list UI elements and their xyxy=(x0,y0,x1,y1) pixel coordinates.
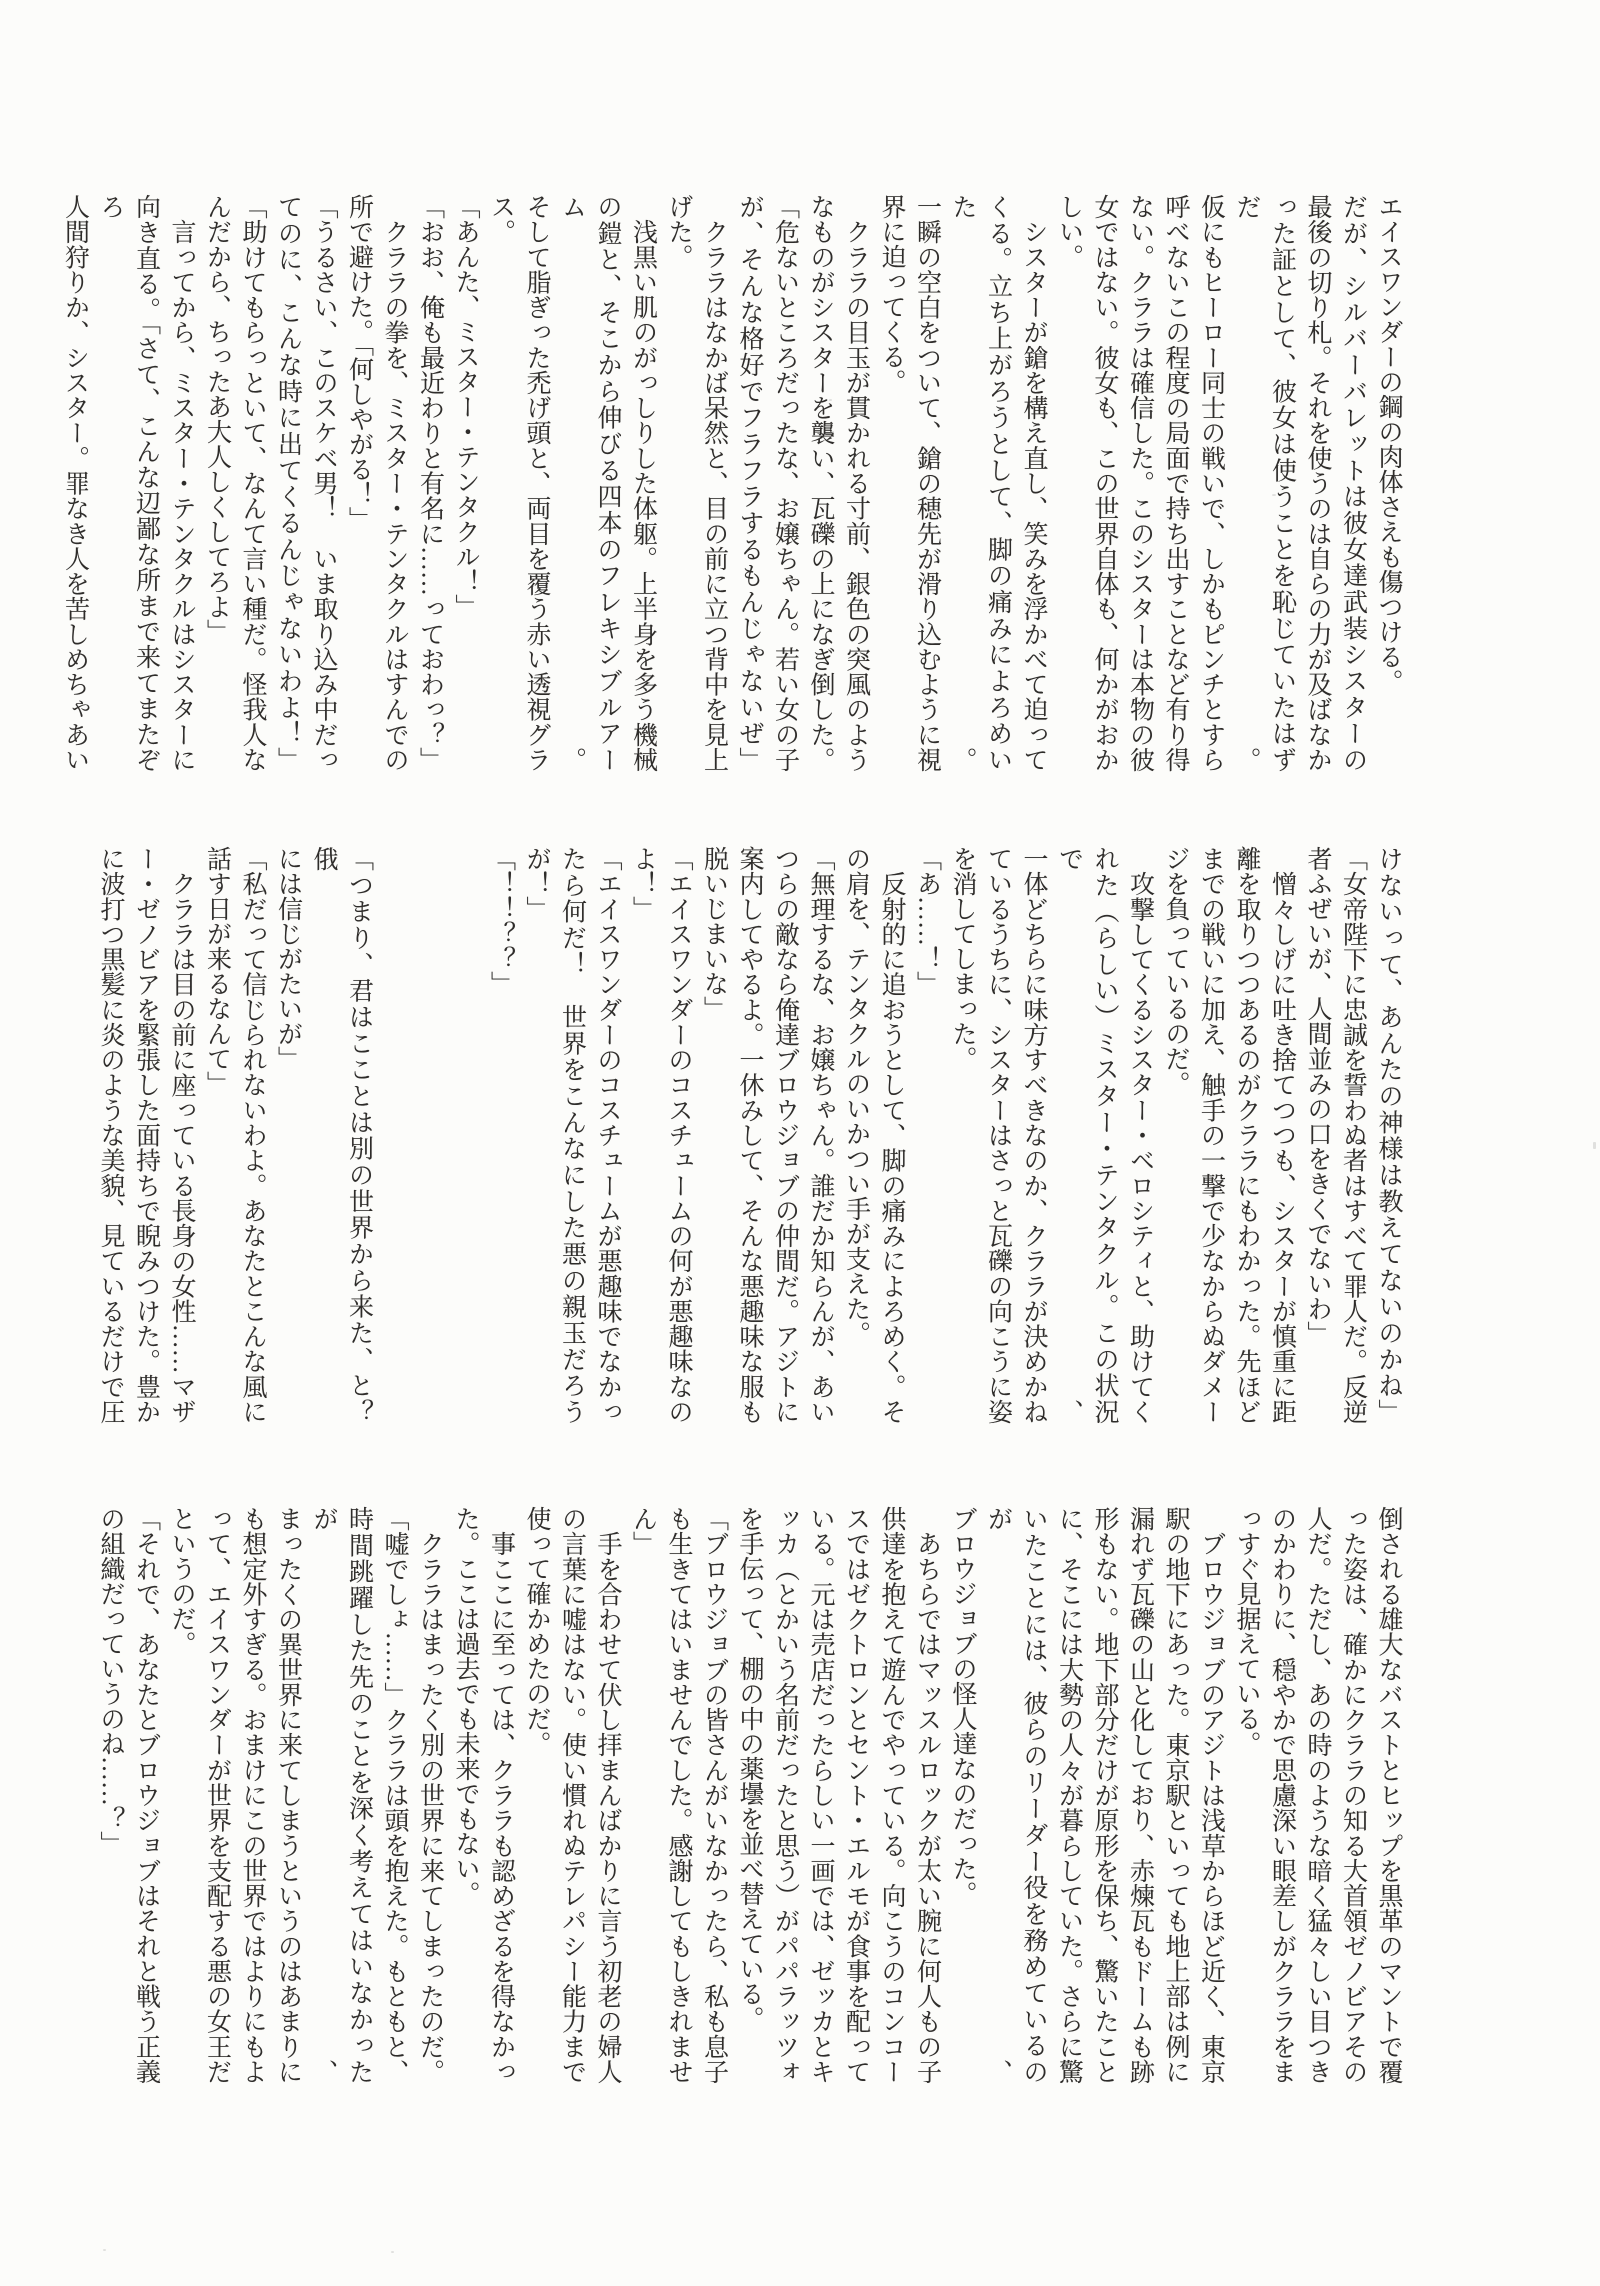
text-column: の肩を、テンタクルのいかつい手が支えた。 xyxy=(842,846,870,1346)
text-column: つらの敵なら俺達ブロウジョブの仲間だ。アジトに xyxy=(771,846,799,1424)
text-column: 離を取りつつあるのがクララにもわかった。先ほど xyxy=(1233,846,1260,1424)
text-column: そして脂ぎった禿げ頭と、両目を覆う赤い透視グラ xyxy=(523,194,550,772)
text-column: 仮にもヒーロー同士の戦いで、しかもピンチとすら xyxy=(1197,194,1225,772)
text-column: 反射的に追おうとして、脚の痛みによろめく。そ xyxy=(878,846,905,1424)
text-column: 界に迫ってくる。 xyxy=(878,194,905,394)
text-column: ー・ゼノビアを緊張した面持ちで睨みつけた。豊か xyxy=(132,846,160,1424)
text-column: いたことには、彼らのリーダー役を務めているのが、 xyxy=(984,1506,1047,2084)
text-column: なものがシスターを襲い、瓦礫の上になぎ倒した。 xyxy=(807,194,834,772)
text-column: 呼べないこの程度の局面で持ち出すことなど有り得 xyxy=(1162,194,1189,772)
text-column: 所で避けた。「何しやがる！」 xyxy=(345,194,373,532)
text-column: 手を合わせて伏し拝まんばかりに言う初老の婦人 xyxy=(594,1506,621,2084)
text-column: 浅黒い肌のがっしりした体躯。上半身を多う機械 xyxy=(629,194,657,772)
text-column: ジを負っているのだ。 xyxy=(1162,846,1189,1096)
text-column: には信じがたいが」 xyxy=(274,846,302,1071)
scan-speck xyxy=(391,2251,394,2253)
text-column: 「あんた、ミスター・テンタクル！」 xyxy=(452,194,479,619)
text-column: あちらではマッスルロックが太い腕に何人もの子 xyxy=(913,1506,941,2084)
text-column: 「！！？？」 xyxy=(487,846,515,996)
text-column: 「ブロウジョブの皆さんがいなかったら、私も息子 xyxy=(700,1506,728,2084)
text-column: ス。 xyxy=(487,194,515,244)
text-column: くる。立ち上がろうとして、脚の痛みによろめいた。 xyxy=(949,194,1012,772)
text-column: 駅の地下にあった。東京駅といっても地上部は例に xyxy=(1162,1506,1189,2084)
text-column: っすぐ見据えている。 xyxy=(1233,1506,1260,1756)
text-block-top xyxy=(57,194,1406,772)
text-column: 「無理するな、お嬢ちゃん。誰だか知らんが、あい xyxy=(807,846,834,1424)
text-column: 一体どちらに味方すべきなのか、クララが決めかね xyxy=(1020,846,1047,1424)
text-column: 「うるさい、このスケベ男！ いま取り込み中だっ xyxy=(310,194,337,772)
text-column: 「それで、あなたとブロウジョブはそれと戦う正義 xyxy=(132,1506,160,2084)
text-column: 言ってから、ミスター・テンタクルはシスターに xyxy=(168,194,195,772)
text-column: 人だ。ただし、あの時のような暗く猛々しい目つき xyxy=(1304,1506,1331,2084)
text-column: に、そこには大勢の人々が暮らしていた。さらに驚 xyxy=(1055,1506,1083,2084)
text-column: の組織だっていうのね……？」 xyxy=(97,1506,124,1856)
text-column: 女ではない。彼女も、この世界自体も、何かがおか xyxy=(1091,194,1118,772)
text-column: の鎧と、そこから伸びる四本のフレキシブルアーム。 xyxy=(558,194,621,772)
text-column: けないって、あんたの神様は教えてないのかね」 xyxy=(1375,846,1402,1424)
text-column: 「あ……！」 xyxy=(913,846,941,996)
text-column: クララはなかば呆然と、目の前に立つ背中を見上 xyxy=(700,194,728,772)
text-column: まったくの異世界に来てしまうというのはあまりに xyxy=(274,1506,302,2084)
text-column: 憎々しげに吐き捨てつつも、シスターが慎重に距 xyxy=(1268,846,1296,1424)
text-column: までの戦いに加え、触手の一撃で少なからぬダメー xyxy=(1197,846,1225,1424)
text-column: た。ここは過去でも未来でもない。 xyxy=(452,1506,479,1906)
text-column: いる。元は売店だったらしい一画では、ゼッカとキ xyxy=(807,1506,834,2084)
text-column: スではゼクトロンとセント・エルモが食事を配って xyxy=(842,1506,870,2084)
text-column: 最後の切り札。それを使うのは自らの力が及ばなか xyxy=(1304,194,1331,772)
text-block-middle xyxy=(93,846,1407,1449)
text-column: 者ふぜいが、人間並みの口をきくでないわ」 xyxy=(1304,846,1331,1346)
text-column: った証として、彼女は使うことを恥じていたはずだ。 xyxy=(1233,194,1296,772)
text-column: 「つまり、君はこことは別の世界から来た、と？ 俄 xyxy=(310,846,373,1449)
text-column: ッカ（とかいう名前だったと思う）がパパラッツォ xyxy=(771,1506,799,2084)
text-column: 漏れず瓦礫の山と化しており、赤煉瓦もドームも跡 xyxy=(1126,1506,1154,2084)
scan-speck xyxy=(1272,494,1276,496)
text-column: 時間跳躍した先のことを深く考えてはいなかったが、 xyxy=(310,1506,373,2084)
text-column: シスターが鎗を構え直し、笑みを浮かべて迫って xyxy=(1020,194,1047,772)
text-column: 使って確かめたのだ。 xyxy=(523,1506,550,1756)
scene-break-gap xyxy=(377,846,484,1424)
text-column: 事ここに至っては、クララも認めざるを得なかっ xyxy=(487,1506,515,2084)
text-column: 人間狩りか、シスター。罪なき人を苦しめちゃあい xyxy=(61,194,89,772)
text-column: だが、シルバーバレットは彼女達武装シスターの xyxy=(1339,194,1367,772)
text-column: 形もない。地下部分だけが原形を保ち、驚いたこと xyxy=(1091,1506,1118,2084)
text-column: んだから、ちったあ大人しくしてろよ」 xyxy=(203,194,231,644)
text-column: 「助けてもらっといて、なんて言い種だ。怪我人な xyxy=(239,194,266,772)
text-column: 「私だって信じられないわよ。あなたとこんな風に xyxy=(239,846,266,1424)
text-column: 話す日が来るなんて」 xyxy=(203,846,231,1096)
text-column: ん」 xyxy=(629,1506,657,1556)
text-column: 「エイスワンダーのコスチュームが悪趣味でなかっ xyxy=(594,846,621,1424)
text-column: 「おお、俺も最近わりと有名に……っておわっ？」 xyxy=(416,194,444,772)
text-column: も想定外すぎる。おまけにこの世界ではよりにもよ xyxy=(239,1506,266,2084)
text-column: を消してしまった。 xyxy=(949,846,976,1071)
text-column: 供達を抱えて遊んでやっている。向こうのコンコー xyxy=(878,1506,905,2084)
text-column: 向き直る。「さて、こんな辺鄙な所まで来てまたぞろ xyxy=(97,194,160,772)
scan-speck xyxy=(103,2249,106,2251)
text-column: ブロウジョブのアジトは浅草からほど近く、東京 xyxy=(1197,1506,1225,2084)
text-column: を手伝って、棚の中の薬壜を並べ替えている。 xyxy=(736,1506,763,2031)
text-column: って、エイスワンダーが世界を支配する悪の女王だ xyxy=(203,1506,231,2084)
text-column: 一瞬の空白をついて、鎗の穂先が滑り込むように視 xyxy=(913,194,941,772)
text-column: 「嘘でしょ……」クララは頭を抱えた。もともと、 xyxy=(381,1506,408,2084)
text-column: ない。クララは確信した。このシスターは本物の彼 xyxy=(1126,194,1154,772)
text-column: った姿は、確かにクララの知る大首領ゼノビアその xyxy=(1339,1506,1367,2084)
text-column: クララの拳を、ミスター・テンタクルはすんでの xyxy=(381,194,408,772)
text-column: 「女帝陛下に忠誠を誓わぬ者はすべて罪人だ。反逆 xyxy=(1339,846,1367,1424)
text-column: が、そんな格好でフラフラするもんじゃないぜ」 xyxy=(736,194,763,772)
text-column: れた（らしい）ミスター・テンタクル。この状況で、 xyxy=(1055,846,1118,1424)
text-column: のかわりに、穏やかで思慮深い眼差しがクララをま xyxy=(1268,1506,1296,2084)
text-block-bottom xyxy=(93,1506,1407,2084)
text-column: よ！」 xyxy=(629,846,657,921)
text-column: 「エイスワンダーのコスチュームの何が悪趣味なの xyxy=(665,846,692,1424)
text-column: ブロウジョブの怪人達なのだった。 xyxy=(949,1506,976,1906)
text-column: エイスワンダーの鋼の肉体さえも傷つける。 xyxy=(1375,194,1402,694)
text-column: 倒される雄大なバストとヒップを黒革のマントで覆 xyxy=(1375,1506,1402,2084)
text-column: に波打つ黒髪に炎のような美貌、見ているだけで圧 xyxy=(97,846,124,1424)
text-column: クララの目玉が貫かれる寸前、銀色の突風のよう xyxy=(842,194,870,772)
text-column: 「危ないところだったな、お嬢ちゃん。若い女の子 xyxy=(771,194,799,772)
text-column: も生きてはいませんでした。感謝してもしきれませ xyxy=(665,1506,692,2084)
text-column: てのに、こんな時に出てくるんじゃないわよ！」 xyxy=(274,194,302,772)
text-column: の言葉に嘘はない。使い慣れぬテレパシー能力まで xyxy=(558,1506,586,2084)
text-column: 案内してやるよ。一休みして、そんな悪趣味な服も xyxy=(736,846,763,1424)
text-column: げた。 xyxy=(665,194,692,269)
scan-speck xyxy=(829,399,832,401)
text-column: 脱いじまいな」 xyxy=(700,846,728,1021)
text-column: クララはまったく別の世界に来てしまったのだ。 xyxy=(416,1506,444,2084)
text-column: しい。 xyxy=(1055,194,1083,269)
text-column: たら何だ！ 世界をこんなにした悪の親玉だろう xyxy=(558,846,586,1424)
scan-speck xyxy=(1593,1142,1596,1149)
text-column: クララは目の前に座っている長身の女性……マザ xyxy=(168,846,195,1424)
text-column: ているうちに、シスターはさっと瓦礫の向こうに姿 xyxy=(984,846,1012,1424)
text-column: というのだ。 xyxy=(168,1506,195,1656)
text-column: が！」 xyxy=(523,846,550,921)
text-column: 攻撃してくるシスター・ベロシティと、助けてく xyxy=(1126,846,1154,1424)
